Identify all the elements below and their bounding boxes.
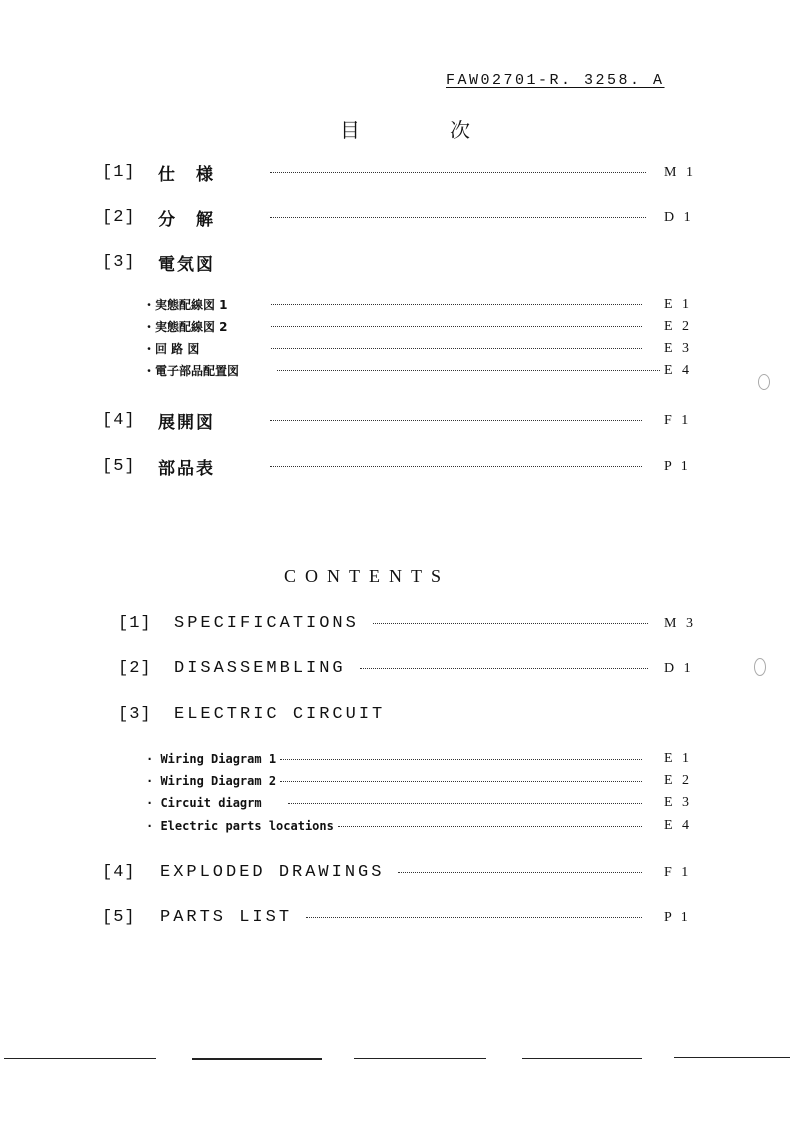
page-ref: P 1 [664, 458, 691, 474]
en-sub-entry [146, 818, 694, 834]
dot-leader [288, 803, 642, 804]
section-label: DISASSEMBLING [174, 659, 346, 678]
en-sub-entry [146, 751, 694, 767]
page-ref: E 1 [664, 751, 693, 766]
jp-sub-entry [143, 340, 694, 357]
dot-leader [270, 466, 642, 467]
sub-item-label: · Electric parts locations [146, 819, 334, 833]
section-label: 展開図 [158, 413, 215, 433]
page-bottom-rule [4, 1058, 156, 1059]
dot-leader [270, 217, 646, 218]
en-toc-entry [102, 908, 694, 927]
section-number: [1] [118, 614, 152, 633]
en-toc-entry [118, 614, 694, 633]
sub-item-label: ・実態配線図 2 [143, 320, 228, 334]
page-ref: F 1 [664, 864, 692, 880]
jp-sub-entry [143, 296, 694, 313]
page-ref: F 1 [664, 412, 692, 428]
dot-leader [270, 172, 646, 173]
section-number: [5] [102, 908, 136, 927]
en-sub-entry [146, 795, 694, 811]
sub-item-label: · Wiring Diagram 1 [146, 752, 277, 766]
page-ref: E 4 [664, 818, 693, 833]
page-bottom-rule [192, 1058, 322, 1060]
dot-leader [306, 917, 642, 918]
jp-sub-entry [143, 362, 694, 379]
dot-leader [360, 668, 648, 669]
page-ref: E 1 [664, 296, 693, 312]
page-ref: E 4 [664, 362, 693, 378]
page-ref: E 2 [664, 773, 693, 788]
section-number: [4] [102, 411, 136, 430]
en-toc-entry [118, 705, 694, 724]
sub-item-label: · Wiring Diagram 2 [146, 774, 277, 788]
en-toc-title: CONTENTS [284, 566, 450, 586]
jp-toc-entry [102, 205, 694, 230]
document-id: FAW02701-R. 3258. A [446, 72, 665, 89]
jp-toc-entry [102, 160, 694, 185]
page-bottom-rule [522, 1058, 642, 1059]
section-number: [3] [118, 705, 152, 724]
page-ref: E 3 [664, 340, 693, 356]
jp-toc-title [340, 114, 470, 143]
section-label: PARTS LIST [160, 908, 293, 927]
page-ref: P 1 [664, 909, 691, 925]
jp-toc-entry [102, 408, 694, 433]
page-ref: E 2 [664, 318, 693, 334]
section-label: ELECTRIC CIRCUIT [174, 705, 386, 724]
en-toc-entry [102, 863, 694, 882]
jp-title-char: 目 [340, 118, 360, 142]
dot-leader [271, 304, 642, 305]
dot-leader [271, 348, 642, 349]
page-ref: M 3 [664, 615, 696, 631]
section-label: EXPLODED DRAWINGS [160, 863, 385, 882]
jp-sub-entry [143, 318, 694, 335]
section-label: 電気図 [158, 255, 215, 275]
dot-leader [338, 826, 642, 827]
jp-toc-entry [102, 250, 694, 275]
section-number: [4] [102, 863, 136, 882]
page-ref: M 1 [664, 164, 696, 180]
sub-item-label: · Circuit diagrm [146, 796, 262, 810]
en-toc-entry [118, 659, 694, 678]
sub-item-label: ・実態配線図 1 [143, 298, 228, 312]
section-label: 分 解 [158, 210, 215, 230]
jp-toc-entry [102, 454, 694, 479]
en-sub-entry [146, 773, 694, 789]
page-bottom-rule [674, 1057, 790, 1058]
dot-leader [280, 781, 642, 782]
dot-leader [271, 326, 642, 327]
section-number: [1] [102, 163, 136, 182]
section-number: [2] [102, 208, 136, 227]
section-number: [5] [102, 457, 136, 476]
section-number: [2] [118, 659, 152, 678]
page-bottom-rule [354, 1058, 486, 1059]
page-ref: D 1 [664, 209, 694, 225]
dot-leader [277, 370, 660, 371]
binder-hole-mark [754, 658, 766, 676]
section-number: [3] [102, 253, 136, 272]
sub-item-label: ・電子部品配置図 [143, 364, 240, 378]
dot-leader [373, 623, 648, 624]
section-label: SPECIFICATIONS [174, 614, 359, 633]
dot-leader [398, 872, 642, 873]
binder-hole-mark [758, 374, 770, 390]
section-label: 仕 様 [158, 165, 215, 185]
sub-item-label: ・回 路 図 [143, 342, 200, 356]
section-label: 部品表 [158, 459, 215, 479]
page-ref: D 1 [664, 660, 694, 676]
jp-title-char: 次 [450, 118, 470, 142]
dot-leader [270, 420, 642, 421]
dot-leader [280, 759, 642, 760]
page-ref: E 3 [664, 795, 693, 810]
